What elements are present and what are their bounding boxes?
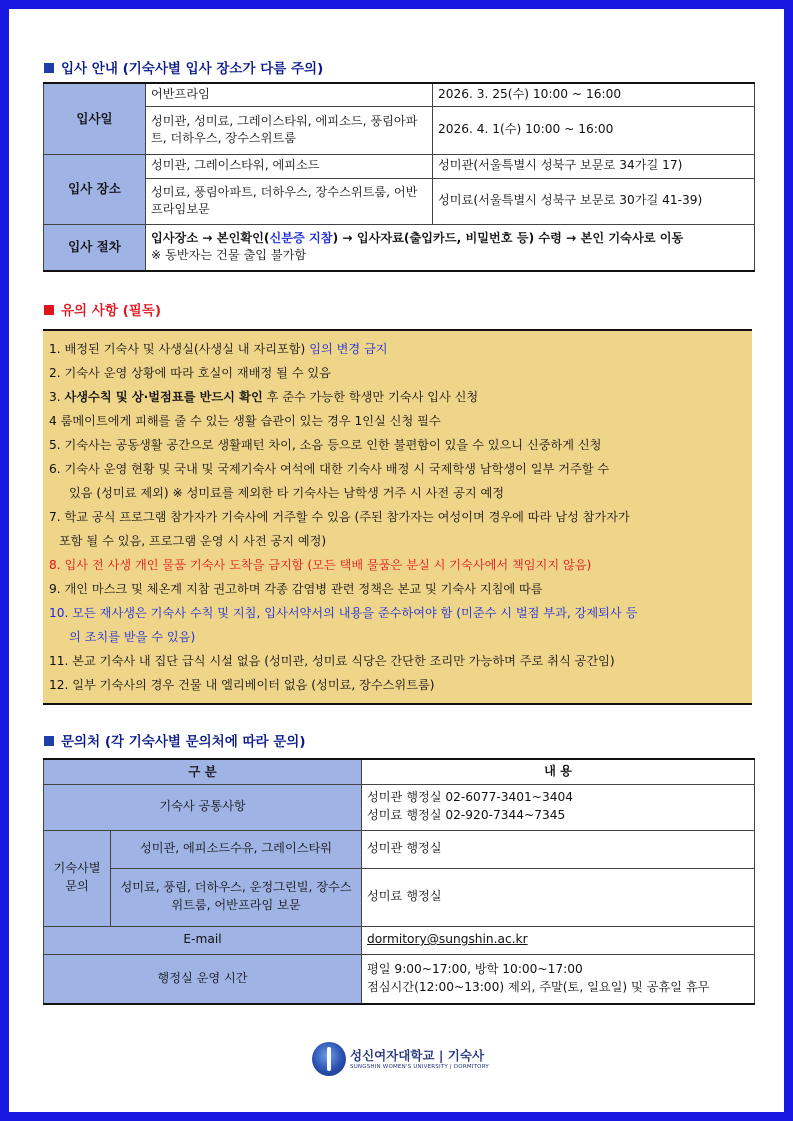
square-bullet-icon [44, 305, 54, 315]
notice-item-10: 10. 모든 재사생은 기숙사 수칙 및 지침, 입사서약서의 내용을 준수하여야 함 (미준수 시 벌점 부과, 강제퇴사 등 [49, 606, 638, 620]
notice-item-2: 2. 기숙사 운영 상황에 따라 호실이 재배정 될 수 있음 [49, 366, 331, 380]
procedure-label: 입사 절차 [44, 224, 146, 271]
notice-item-7: 7. 학교 공식 프로그램 참가자가 기숙사에 거주할 수 있음 (주된 참가자는 여성이며 경우에 따라 남성 참가자가 [49, 510, 630, 524]
date-row-buildings: 어반프라임 [146, 83, 433, 106]
logo-name: 성신여자대학교 | 기숙사 [350, 1048, 485, 1063]
emblem-icon [312, 1042, 346, 1076]
per-dorm-contact: 성미관 행정실 [362, 830, 755, 868]
notice-item-12: 12. 일부 기숙사의 경우 건물 내 엘리베이터 없음 (성미료, 장수스위트룸) [49, 678, 435, 692]
procedure-steps: 입사장소 → 본인확인(신분증 지참) → 입사자료(출입카드, 비밀번호 등) 수령 → 본인 기숙사로 이동 [151, 230, 684, 245]
section-title-move-in: 입사 안내 (기숙사별 입사 장소가 다름 주의) [44, 57, 323, 77]
notice-item-8: 8. 입사 전 사생 개인 물품 기숙사 도착을 금지함 (모든 택배 물품은 분실 시 기숙사에서 책임지지 않음) [49, 558, 592, 572]
date-row-datetime: 2026. 4. 1(수) 10:00 ~ 16:00 [433, 106, 755, 154]
email-label: E-mail [44, 926, 362, 954]
notice-item-10-cont: 의 조치를 받을 수 있음) [69, 630, 196, 644]
email-cell [362, 926, 755, 954]
contact-header-content: 내 용 [362, 759, 755, 784]
place-row-address: 성미료(서울특별시 성북구 보문로 30가길 41-39) [433, 178, 755, 224]
common-contact-label: 기숙사 공통사항 [44, 784, 362, 830]
move-in-table [43, 82, 755, 272]
procedure-content [146, 224, 755, 271]
notice-item-6-cont: 있음 (성미료 제외) ※ 성미료를 제외한 타 기숙사는 남학생 거주 시 사전 공지 예정 [69, 486, 505, 500]
section-title-notice: 유의 사항 (필독) [44, 299, 161, 319]
notice-box [43, 329, 752, 705]
notice-item-3: 3. 사생수칙 및 상·벌점표를 반드시 확인 후 준수 가능한 학생만 기숙사 입사 신청 [49, 390, 479, 404]
per-dorm-buildings: 성미관, 에피소드수유, 그레이스타워 [111, 830, 362, 868]
contact-header-category: 구 분 [44, 759, 362, 784]
square-bullet-icon [44, 63, 54, 73]
move-in-date-label: 입사일 [44, 83, 146, 154]
notice-item-7-cont: 포함 될 수 있음, 프로그램 운영 시 사전 공지 예정) [59, 534, 327, 548]
office-hours-content: 평일 9:00~17:00, 방학 10:00~17:00 점심시간(12:00~13:00) 제외, 주말(토, 일요일) 및 공휴일 휴무 [362, 954, 755, 1004]
date-row-datetime: 2026. 3. 25(수) 10:00 ~ 16:00 [433, 83, 755, 106]
common-contact-phones: 성미관 행정실 02-6077-3401~3404 성미료 행정실 02-920-7344~7345 [362, 784, 755, 830]
notice-item-4: 4 룸메이트에게 피해를 줄 수 있는 생활 습관이 있는 경우 1인실 신청 필수 [49, 414, 441, 428]
notice-item-11: 11. 본교 기숙사 내 집단 급식 시설 없음 (성미관, 성미료 식당은 간단한 조리만 가능하며 주로 취식 공간임) [49, 654, 615, 668]
per-dorm-buildings: 성미료, 풍림, 더하우스, 운정그린빌, 장수스위트룸, 어반프라임 보문 [111, 868, 362, 926]
university-logo [312, 1042, 492, 1078]
notice-item-1: 1. 배정된 기숙사 및 사생실(사생실 내 자리포함) 임의 변경 금지 [49, 342, 388, 356]
notice-item-9: 9. 개인 마스크 및 체온계 지참 권고하며 각종 감염병 관련 정책은 본교 및 기숙사 지침에 따름 [49, 582, 543, 596]
move-in-place-label: 입사 장소 [44, 154, 146, 224]
place-row-address: 성미관(서울특별시 성북구 보문로 34가길 17) [433, 154, 755, 178]
logo-sub: SUNGSHIN WOMEN'S UNIVERSITY | DORMITORY [350, 1064, 489, 1070]
place-row-buildings: 성미료, 풍림아파트, 더하우스, 장수스위트룸, 어반프라임보문 [146, 178, 433, 224]
date-row-buildings: 성미관, 성미료, 그레이스타워, 에피소드, 풍림아파트, 더하우스, 장수스위트룸 [146, 106, 433, 154]
section-title-contact: 문의처 (각 기숙사별 문의처에 따라 문의) [44, 730, 306, 750]
email-link[interactable]: dormitory@sungshin.ac.kr [367, 932, 528, 947]
contact-table [43, 758, 755, 1005]
procedure-note: ※ 동반자는 건물 출입 불가함 [151, 248, 307, 263]
notice-item-6: 6. 기숙사 운영 현황 및 국내 및 국제기숙사 여석에 대한 기숙사 배정 시 국제학생 남학생이 일부 거주할 수 [49, 462, 610, 476]
office-hours-label: 행정실 운영 시간 [44, 954, 362, 1004]
square-bullet-icon [44, 736, 54, 746]
per-dorm-contact: 성미료 행정실 [362, 868, 755, 926]
per-dorm-label: 기숙사별 문의 [44, 830, 111, 926]
notice-item-5: 5. 기숙사는 공동생활 공간으로 생활패턴 차이, 소음 등으로 인한 불편함이 있을 수 있으니 신중하게 신청 [49, 438, 602, 452]
place-row-buildings: 성미관, 그레이스타워, 에피소드 [146, 154, 433, 178]
